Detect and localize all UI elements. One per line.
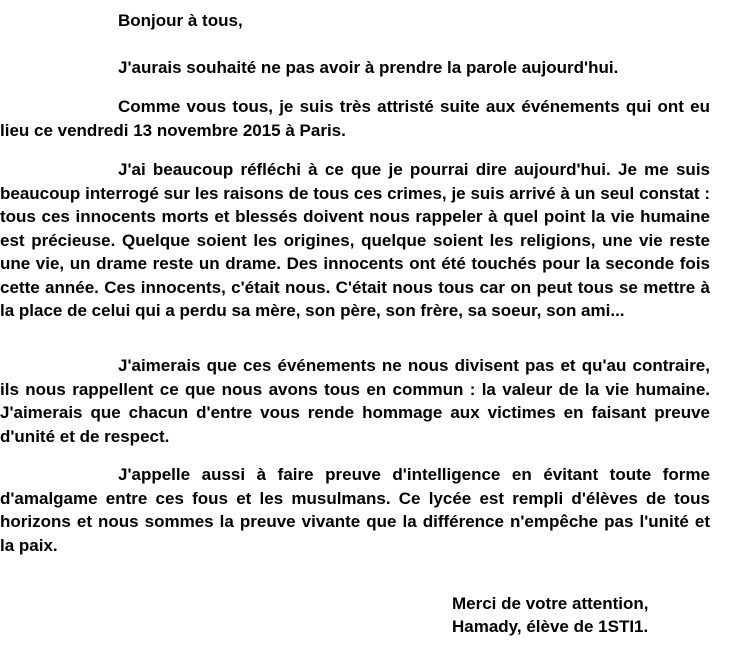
signature-line: Hamady, élève de 1STI1.: [452, 617, 649, 636]
closing-line: Merci de votre attention,: [452, 594, 649, 613]
paragraph-1: J'aurais souhaité ne pas avoir à prendre la parole aujourd'hui.: [118, 58, 619, 77]
paragraph-2: Comme vous tous, je suis très attristé suite aux événements qui ont eu lieu ce vendredi 13 novembre 2015 à Paris.: [0, 97, 710, 140]
greeting: Bonjour à tous,: [118, 11, 243, 30]
paragraph-4: J'aimerais que ces événements ne nous divisent pas et qu'au contraire, ils nous rappellent ce que nous avons tous en commun : la valeur de la vie humaine. J'aimerais que chacun d'entre vous rende hommage aux victimes en faisant preuve d'unité et de respect.: [0, 356, 710, 446]
paragraph-3: J'ai beaucoup réfléchi à ce que je pourrai dire aujourd'hui. Je me suis beaucoup interrogé sur les raisons de tous ces crimes, je suis arrivé à un seul constat : tous ces innocents morts et blessés doivent nous rappeler à quel point la vie humaine est précieuse. Quelque soient les origines, quelque soient les religions, une vie reste une vie, un drame reste un drame. Des innocents ont été touchés pour la seconde fois cette année. Ces innocents, c'était nous. C'était nous tous car on peut tous se mettre à la place de celui qui a perdu sa mère, son père, son frère, sa soeur, son ami...: [0, 160, 710, 320]
signature-block: [452, 592, 648, 638]
paragraph-5: J'appelle aussi à faire preuve d'intelligence en évitant toute forme d'amalgame entre ces fous et les musulmans. Ce lycée est rempli d'élèves de tous horizons et nous sommes la preuve vivante que la différence n'empêche pas l'unité et la paix.: [0, 465, 710, 555]
